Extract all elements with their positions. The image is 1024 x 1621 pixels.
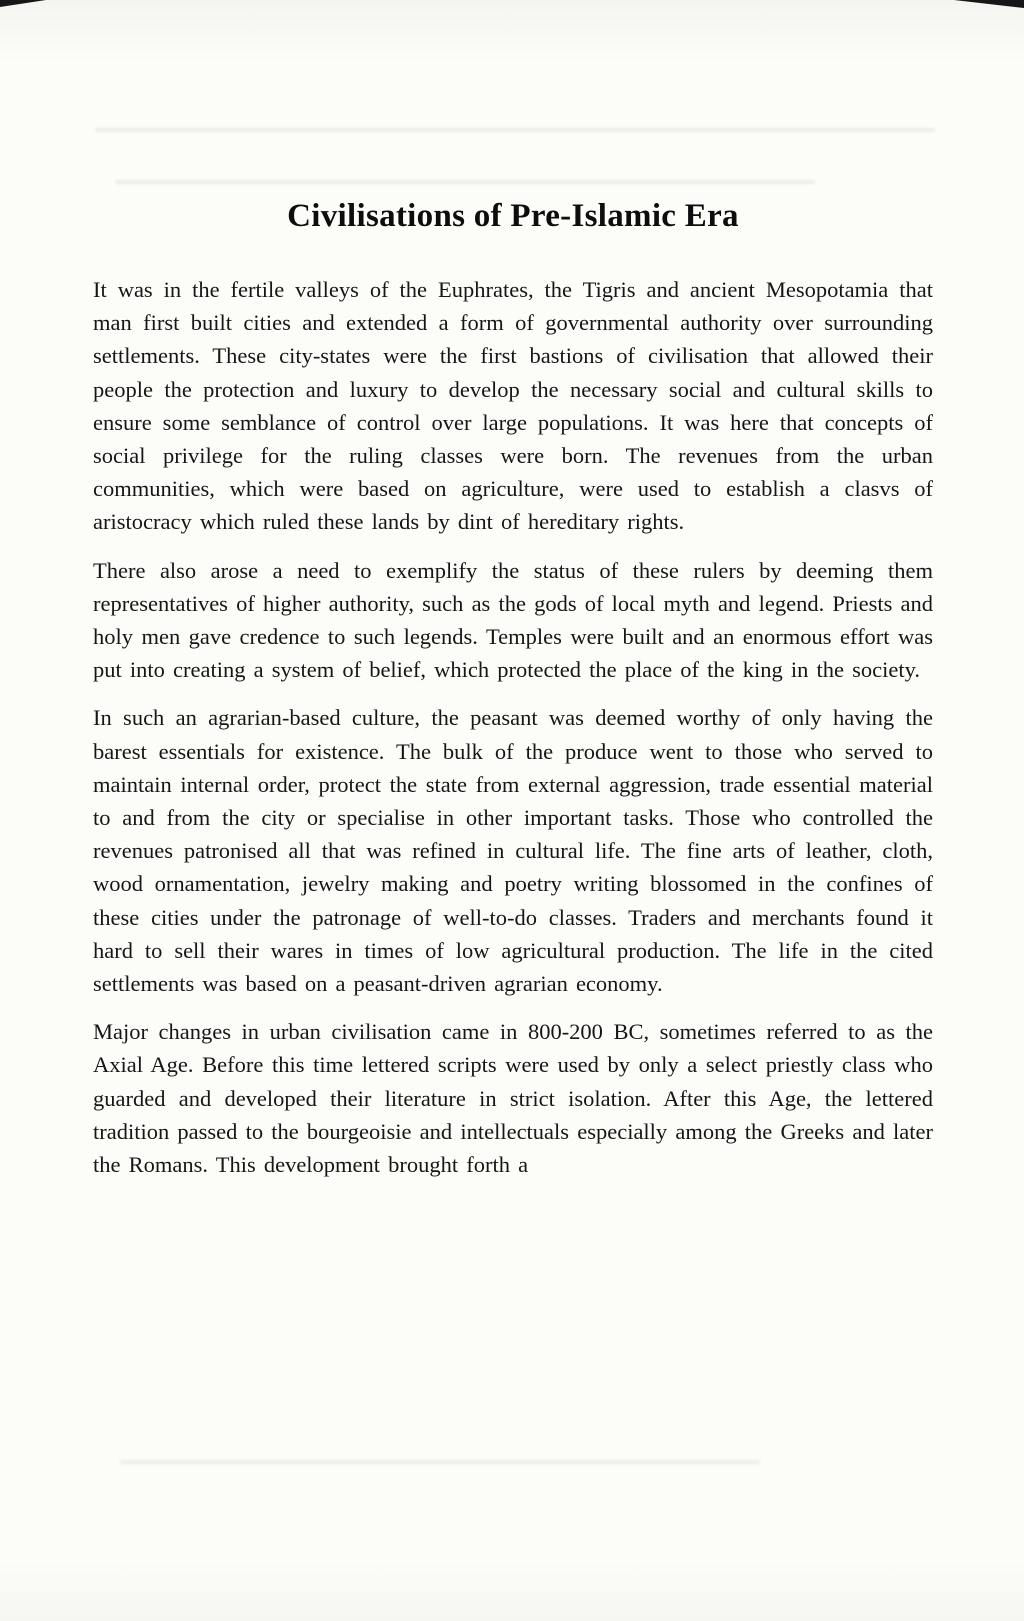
paragraph-4: Major changes in urban civilisation came in 800-200 BC, sometimes referred to as the Axial Age. Before this time lettered scripts were used by only a select priestly class who guarded and developed their literature in strict isolation. After this Age, the lettered tradition passed to the bourgeoisie and intellectuals especially among the Greeks and later the Romans. This development brought forth a [93, 1019, 933, 1178]
scan-artifact-top-right [954, 0, 1024, 8]
paragraph-2: There also arose a need to exemplify the status of these rulers by deeming them representatives of higher authority, such as the gods of local myth and legend. Priests and holy men gave credence to such legends. Temples were built and an enormous effort was put into creating a system of belief, which protected the place of the king in the society. [93, 557, 933, 683]
page-content [93, 198, 933, 1196]
page-title: Civilisations of Pre-Islamic Era [287, 198, 739, 234]
scan-artifact-top-left [0, 0, 46, 7]
paragraph-1: It was in the fertile valleys of the Euphrates, the Tigris and ancient Mesopotamia that man first built cities and extended a form of governmental authority over surrounding settlements. These city-states were the first bastions of civilisation that allowed their people the protection and luxury to develop the necessary social and cultural skills to ensure some semblance of control over large populations. It was here that concepts of social privilege for the ruling classes were born. The revenues from the urban communities, which were based on agriculture, were used to establish a clasvs of aristocracy which ruled these lands by dint of hereditary rights. [93, 277, 933, 535]
scan-smudge [95, 128, 935, 132]
scan-smudge [120, 1460, 760, 1464]
scan-smudge [115, 180, 815, 184]
paragraph-3: In such an agrarian-based culture, the peasant was deemed worthy of only having the barest essentials for existence. The bulk of the produce went to those who served to maintain internal order, protect the state from external aggression, trade essential material to and from the city or specialise in other important tasks. Those who controlled the revenues patronised all that was refined in cultural life. The fine arts of leather, cloth, wood ornamentation, jewelry making and poetry writing blossomed in the confines of these cities under the patronage of well-to-do classes. Traders and merchants found it hard to sell their wares in times of low agricultural production. The life in the cited settlements was based on a peasant-driven agrarian economy. [93, 705, 933, 997]
